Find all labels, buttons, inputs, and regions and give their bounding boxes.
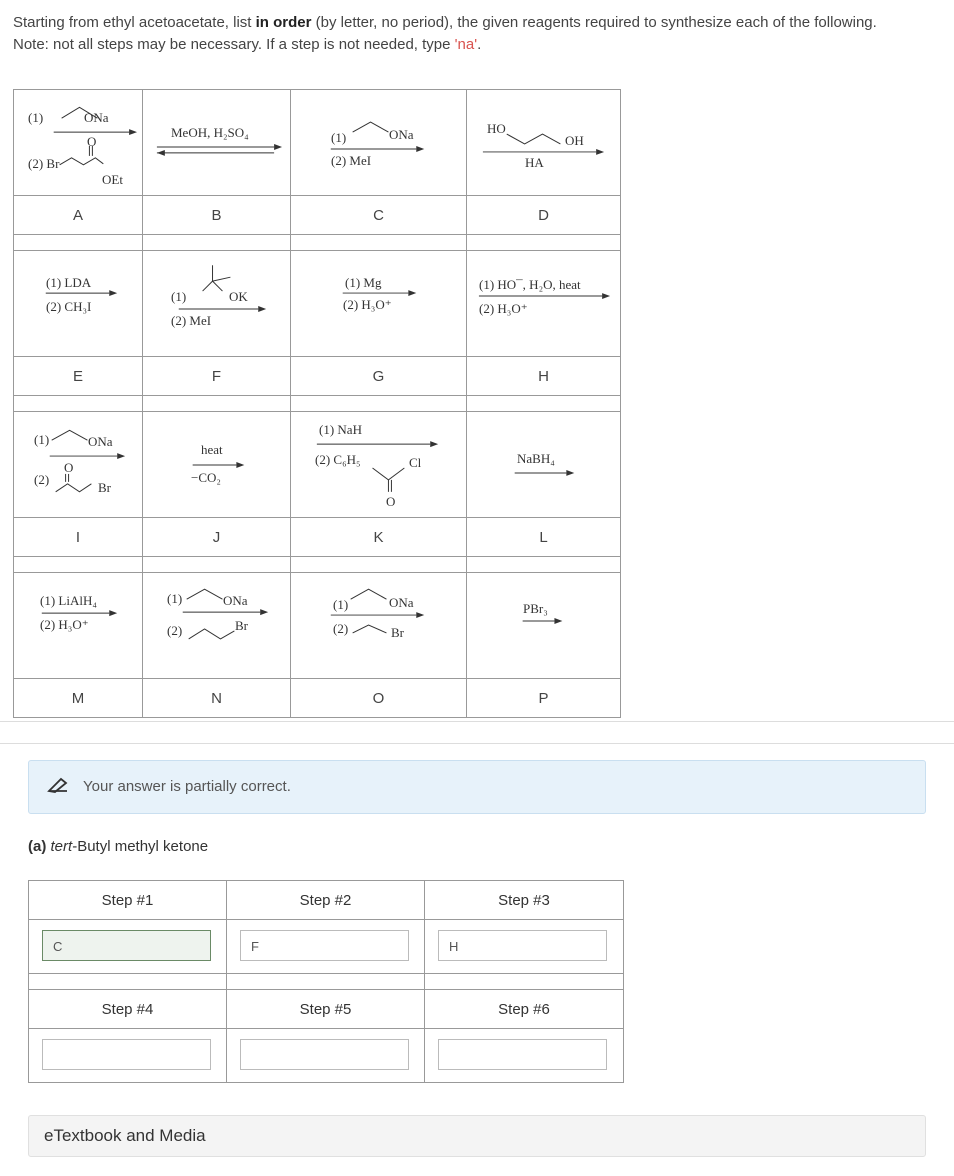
instructions: Starting from ethyl acetoacetate, list in order (by letter, no period), the given reagents required to synthesize each of the following. Note: not all steps may be necessary. If a step is not needed, type 'na'. xyxy=(13,14,877,53)
reagent-K: (1) NaH (2) C₆H₅ Cl O xyxy=(291,412,467,518)
step-header: Step #3 xyxy=(425,881,624,920)
question-title: (a) tert-Butyl methyl ketone xyxy=(28,838,209,855)
reagent-P: PBr₃ xyxy=(467,573,621,679)
step-5-input[interactable] xyxy=(240,1039,409,1070)
feedback-text: Your answer is partially correct. xyxy=(83,778,291,795)
step-3-input[interactable]: H xyxy=(438,930,607,961)
reagent-N: (1) ONa (2) Br xyxy=(143,573,291,679)
label-E: E xyxy=(14,357,143,396)
reagent-I: (1) ONa (2) O Br xyxy=(14,412,143,518)
step-1-input[interactable]: C xyxy=(42,930,211,961)
reagent-C: (1) ONa (2) MeI xyxy=(291,90,467,196)
label-G: G xyxy=(291,357,467,396)
reagent-F: (1) OK (2) MeI xyxy=(143,251,291,357)
reagent-J: heat −CO₂ xyxy=(143,412,291,518)
divider xyxy=(0,743,954,744)
label-L: L xyxy=(467,518,621,557)
feedback-banner xyxy=(28,760,926,814)
label-D: D xyxy=(467,196,621,235)
label-F: F xyxy=(143,357,291,396)
reagent-table xyxy=(13,89,621,718)
etextbook-media-panel[interactable] xyxy=(28,1115,926,1157)
reagent-H: (1) HO¯, H₂O, heat (2) H₃O⁺ xyxy=(467,251,621,357)
label-P: P xyxy=(467,679,621,718)
label-K: K xyxy=(291,518,467,557)
reagent-B: MeOH, H₂SO₄ xyxy=(143,90,291,196)
reagent-A: (1) ONa (2) Br O OEt xyxy=(14,90,143,196)
step-header: Step #4 xyxy=(29,990,227,1029)
pencil-icon xyxy=(47,777,69,798)
step-header: Step #6 xyxy=(425,990,624,1029)
step-header: Step #2 xyxy=(227,881,425,920)
label-B: B xyxy=(143,196,291,235)
label-N: N xyxy=(143,679,291,718)
label-M: M xyxy=(14,679,143,718)
reagent-G: (1) Mg (2) H₃O⁺ xyxy=(291,251,467,357)
step-header: Step #1 xyxy=(29,881,227,920)
reagent-L: NaBH₄ xyxy=(467,412,621,518)
step-2-input[interactable]: F xyxy=(240,930,409,961)
label-O: O xyxy=(291,679,467,718)
label-J: J xyxy=(143,518,291,557)
answer-table xyxy=(28,880,624,1083)
reagent-M: (1) LiAlH₄ (2) H₃O⁺ xyxy=(14,573,143,679)
label-C: C xyxy=(291,196,467,235)
reagent-E: (1) LDA (2) CH₃I xyxy=(14,251,143,357)
label-I: I xyxy=(14,518,143,557)
etextbook-label: eTextbook and Media xyxy=(44,1126,206,1145)
step-header: Step #5 xyxy=(227,990,425,1029)
step-6-input[interactable] xyxy=(438,1039,607,1070)
reagent-O: (1) ONa (2) Br xyxy=(291,573,467,679)
step-4-input[interactable] xyxy=(42,1039,211,1070)
divider xyxy=(0,721,954,722)
reagent-D: HO OH HA xyxy=(467,90,621,196)
label-A: A xyxy=(14,196,143,235)
label-H: H xyxy=(467,357,621,396)
